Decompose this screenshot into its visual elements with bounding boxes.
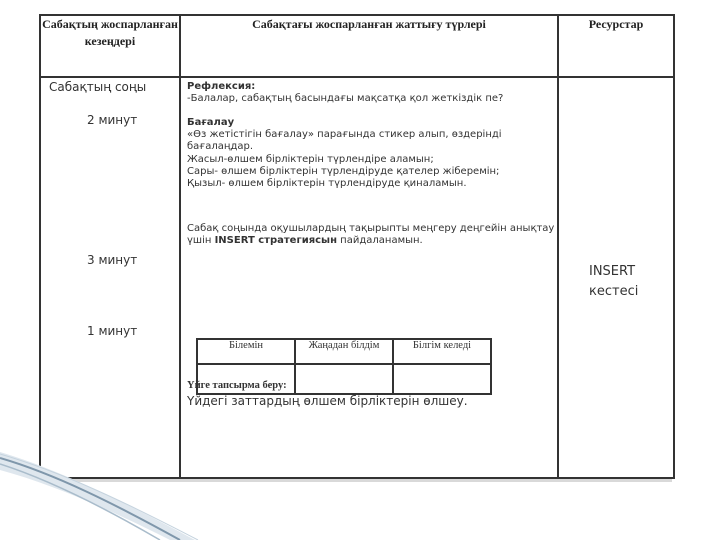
red-criterion: Қызыл- өлшем бірліктерін түрлендіруде қиналамын. [187, 178, 467, 189]
homework-title: Үйге тапсырма беру: [187, 380, 287, 391]
stage-end-of-lesson: Сабақтың соңы [49, 80, 147, 94]
assessment-title: Бағалау [187, 117, 235, 128]
stage-time-2: 3 минут [87, 253, 138, 267]
resources-cell [558, 77, 674, 478]
homework-text: Үйдегі заттардың өлшем бірліктерін өлшеу. [187, 394, 468, 408]
resources-line-1: INSERT [589, 264, 636, 279]
insert-col-learned: Жаңадан білдім [295, 339, 393, 364]
decorative-swoosh [0, 440, 200, 540]
lesson-plan-table [39, 14, 675, 479]
insert-cell [295, 364, 393, 394]
reflection-title: Рефлексия: [187, 81, 256, 92]
green-criterion: Жасыл-өлшем бірліктерін түрлендіре аламын; [187, 154, 434, 165]
insert-col-want: Білгім келеді [393, 339, 491, 364]
header-stage: Сабақтың жоспарланған кезеңдері [40, 15, 180, 77]
header-resources: Ресурстар [558, 15, 674, 77]
insert-cell [393, 364, 491, 394]
resources-text [589, 262, 638, 302]
header-row [40, 15, 674, 77]
insert-line-1: Сабақ соңында оқушылардың тақырыпты меңгеру деңгейін анықтау [187, 223, 555, 234]
content-row [40, 77, 674, 478]
activities-cell [180, 77, 558, 478]
yellow-criterion: Сары- өлшем бірліктерін түрлендіруде қателер жіберемін; [187, 166, 500, 177]
insert-strategy: INSERT стратегиясын [214, 235, 337, 246]
insert-line-2-pre: үшін [187, 235, 215, 246]
resources-line-2: кестесі [589, 284, 639, 299]
reflection-question: -Балалар, сабақтың басындағы мақсатқа қол жеткіздік пе? [187, 93, 504, 104]
insert-line-2-post: пайдаланамын. [337, 235, 423, 246]
header-activities: Сабақтағы жоспарланған жаттығу түрлері [180, 15, 558, 77]
insert-table-header [197, 339, 491, 364]
insert-col-know: Білемін [197, 339, 295, 364]
stage-time-3: 1 минут [87, 324, 138, 338]
stage-time-1: 2 минут [87, 113, 138, 127]
insert-line-2 [187, 235, 423, 248]
stage-cell [40, 77, 180, 478]
assessment-line-2: бағалаңдар. [187, 141, 254, 152]
assessment-line-1: «Өз жетістігін бағалау» парағында стикер алып, өздерінді [187, 129, 502, 140]
